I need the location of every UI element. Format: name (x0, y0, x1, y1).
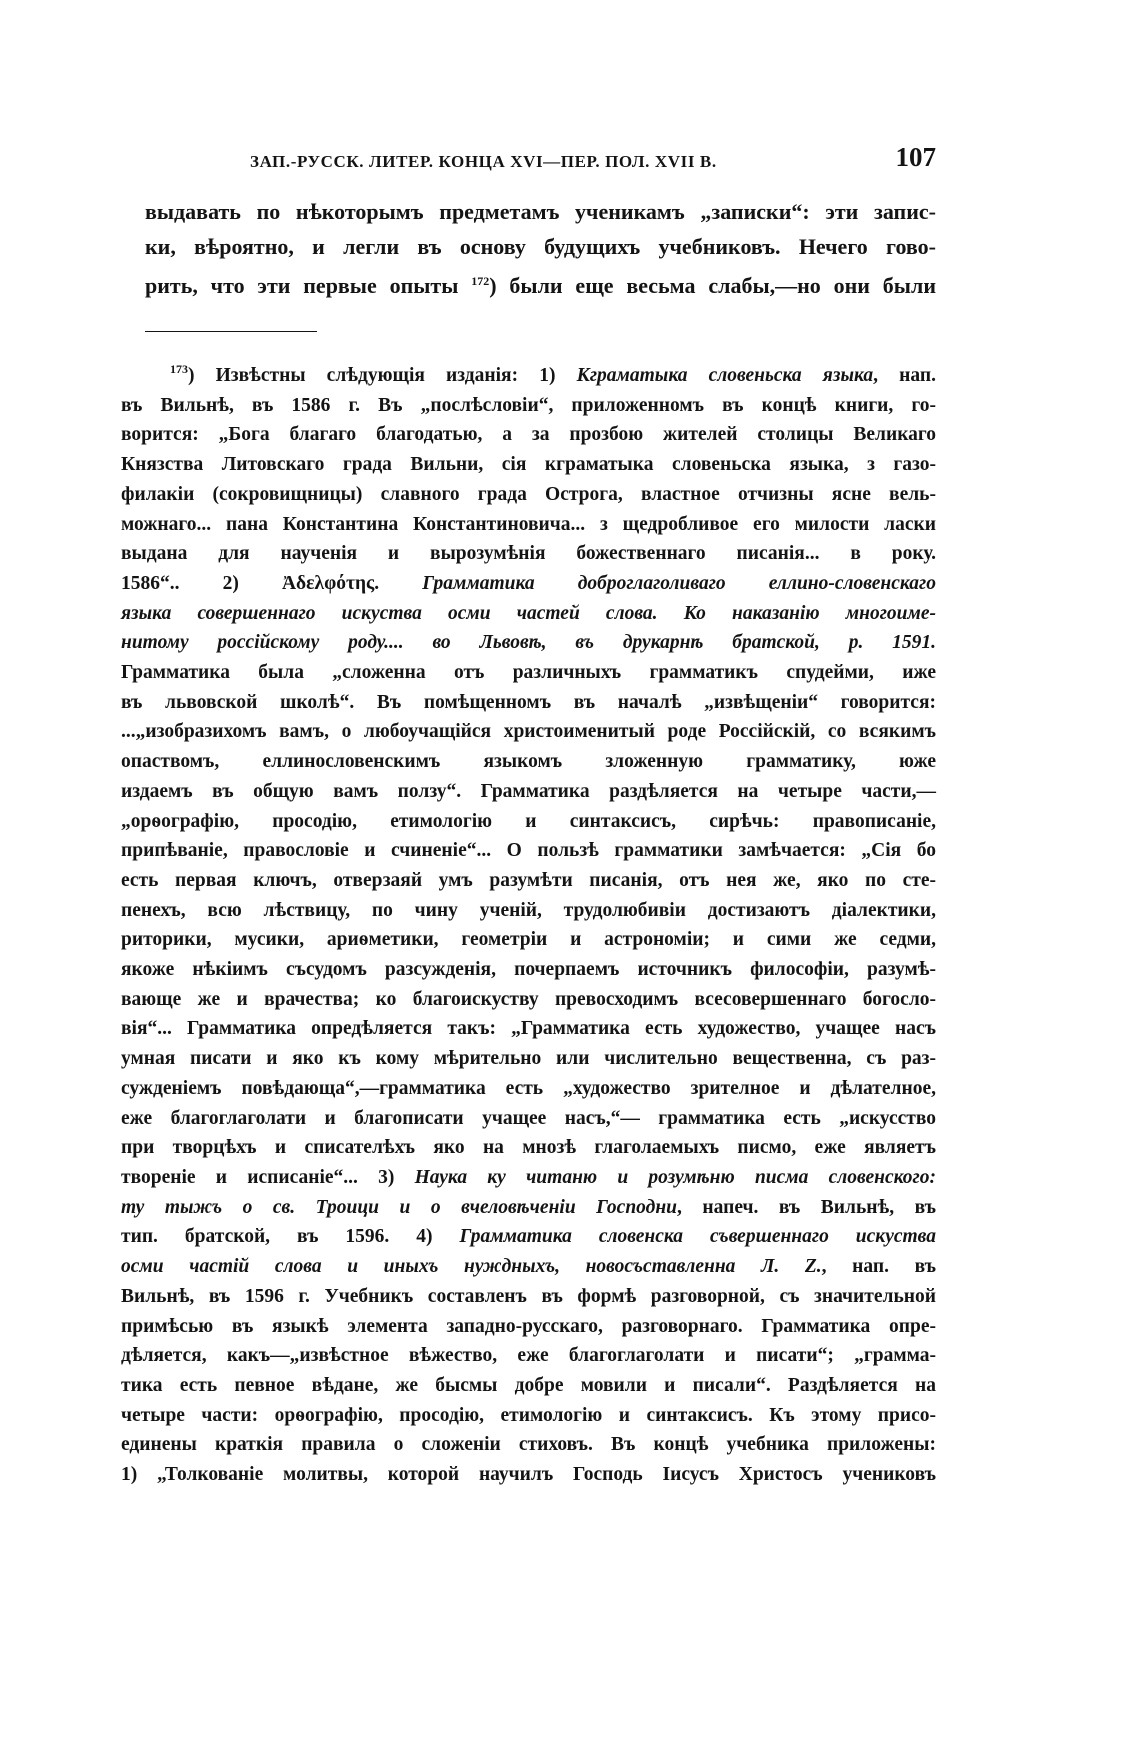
footnote-line: якоже нѣкіимъ съсудомъ разсужденія, почерпаемъ источникъ философіи, разумѣ- (121, 959, 936, 981)
main-text-line: рить, что эти первые опыты $^{172}$) были еще весьма слабы,—но они были (145, 273, 936, 298)
footnote-line: въ львовской школѣ“. Въ помѣщенномъ въ началѣ „извѣщеніи“ говорится: (121, 691, 936, 713)
page-number: 107 (895, 142, 936, 172)
footnote-line: пенехъ, всю лѣствицу, по чину ученій, трудолюбивіи достизаютъ діалектики, (121, 899, 936, 921)
footnote-line: тика есть певное вѣдане, же бысмы добре мовили и писали“. Раздѣляется на (121, 1374, 936, 1396)
footnote-line: Вильнѣ, въ 1596 г. Учебникъ составленъ въ формѣ разговорной, съ значительной (121, 1285, 936, 1307)
footnote-line: выдана для наученія и вырозумѣнія божественнаго писанія... в року. (121, 543, 936, 565)
footnote-line: еже благоглаголати и благописати учащее насъ,“— грамматика есть „искусство (121, 1107, 936, 1129)
footnote-line: риторики, мусики, ариѳметики, геометріи и астрономіи; и сими же седми, (121, 929, 936, 951)
footnote-line: вающе же и врачества; ко благоискуству превосходимъ всесовершеннаго богосло- (121, 988, 936, 1010)
footnote-line: опаствомъ, еллинословенскимъ языкомъ зложенную грамматику, юже (121, 751, 936, 773)
running-title: ЗАП.-РУССК. ЛИТЕР. КОНЦА XVI—ПЕР. ПОЛ. XVII В. (250, 152, 717, 171)
footnote-line: 1) „Толкованіе молитвы, которой научилъ Господь Іисусъ Христосъ учениковъ (121, 1464, 936, 1486)
footnote-line: нитому россійскому роду.... во Львовѣ, въ друкарнѣ братской, р. 1591. (121, 632, 936, 654)
footnote-line: умная писати и яко къ кому мѣрительно или числительно вещественна, съ раз- (121, 1048, 936, 1070)
footnote (121, 355, 936, 1490)
footnote-line: дѣляется, какъ—„извѣстное вѣжество, еже благоглаголати и писати“; „грамма- (121, 1345, 936, 1367)
footnote-line: можнаго... пана Константина Константиновича... з щедробливое его милости ласки (121, 513, 936, 535)
footnote-line: ...„изобразихомъ вамъ, о любоучащійся христоименитый роде Россійскій, со всякимъ (121, 721, 936, 743)
footnote-line: тип. братской, въ 1596. 4) Грамматика словенска съвершеннаго искуства (121, 1226, 937, 1248)
footnote-line: издаемъ въ общую вамъ ползу“. Грамматика раздѣляется на четыре части,— (121, 780, 936, 802)
footnote-line: есть первая ключъ, отверзаяй умъ разумѣти писанія, отъ нея же, яко по сте- (121, 869, 936, 891)
footnote-reference: 172 (471, 274, 490, 288)
main-text-line: ки, вѣроятно, и легли въ основу будущихъ учебниковъ. Нечего гово- (145, 233, 936, 259)
footnote-rule (145, 331, 317, 332)
footnote-line: Грамматика была „сложенна отъ различныхъ грамматикъ спудейми, иже (121, 662, 936, 684)
footnote-line: 1586“.. 2) Ἀδελφότης. Грамматика доброглаголиваго еллино-словенскаго (121, 572, 936, 594)
footnote-line: въ Вильнѣ, въ 1586 г. Въ „послѣсловіи“, приложенномъ въ концѣ книги, го- (121, 394, 936, 416)
main-text (145, 195, 936, 304)
footnote-line: примѣсью въ языкѣ элемента западно-русскаго, разговорнаго. Грамматика опре- (121, 1315, 936, 1337)
footnote-line: ту тыжъ о св. Троици и о вчеловѣченіи Господни, напеч. въ Вильнѣ, въ (121, 1196, 936, 1218)
footnote-line: $^{173}$) Извѣстны слѣдующія изданія: 1) Кграматыка словеньска языка, нап. (170, 362, 936, 386)
footnote-line: четыре части: орѳографію, просодію, етимологію и синтаксисъ. Къ этому присо- (121, 1404, 936, 1426)
footnote-line: вія“... Грамматика опредѣляется такъ: „Грамматика есть художество, учащее насъ (121, 1018, 936, 1040)
main-text-line: выдавать по нѣкоторымъ предметамъ ученикамъ „записки“: эти запис- (145, 199, 936, 224)
footnote-line: единены краткія правила о сложеніи стиховъ. Въ концѣ учебника приложены: (121, 1434, 936, 1456)
footnote-line: языка совершеннаго искуства осми частей слова. Ко наказанію многоиме- (121, 602, 936, 624)
footnote-line: припѣваніе, правословіе и счиненіе“... О пользѣ грамматики замѣчается: „Сія бо (121, 840, 936, 862)
footnote-line: филакіи (сокровищницы) славного града Острога, властное отчизны ясне вель- (121, 483, 936, 505)
footnote-marker: 173 (170, 362, 188, 376)
footnote-line: осми частій слова и иныхъ нуждныхъ, новосъставленна Л. Z., нап. въ (121, 1256, 936, 1278)
footnote-line: сужденіемъ повѣдающа“,—грамматика есть „художество зрителное и дѣлателное, (121, 1077, 936, 1099)
footnote-line: „орѳографію, просодію, етимологію и синтаксисъ, сирѣчь: правописаніе, (121, 810, 936, 832)
footnote-line: ворится: „Бога благаго благодатью, а за прозбою жителей столицы Великаго (121, 424, 936, 446)
footnote-line: при творцѣхъ и списателѣхъ яко на мнозѣ глаголаемыхъ писмо, еже являетъ (121, 1137, 936, 1159)
footnote-line: Князства Литовскаго града Вильни, сія кграматыка словеньска языка, з газо- (121, 454, 936, 476)
footnote-line: твореніе и исписаніе“... 3) Наука ку читаню и розумѣню писма словенского: (121, 1166, 936, 1188)
page-header (250, 142, 936, 182)
